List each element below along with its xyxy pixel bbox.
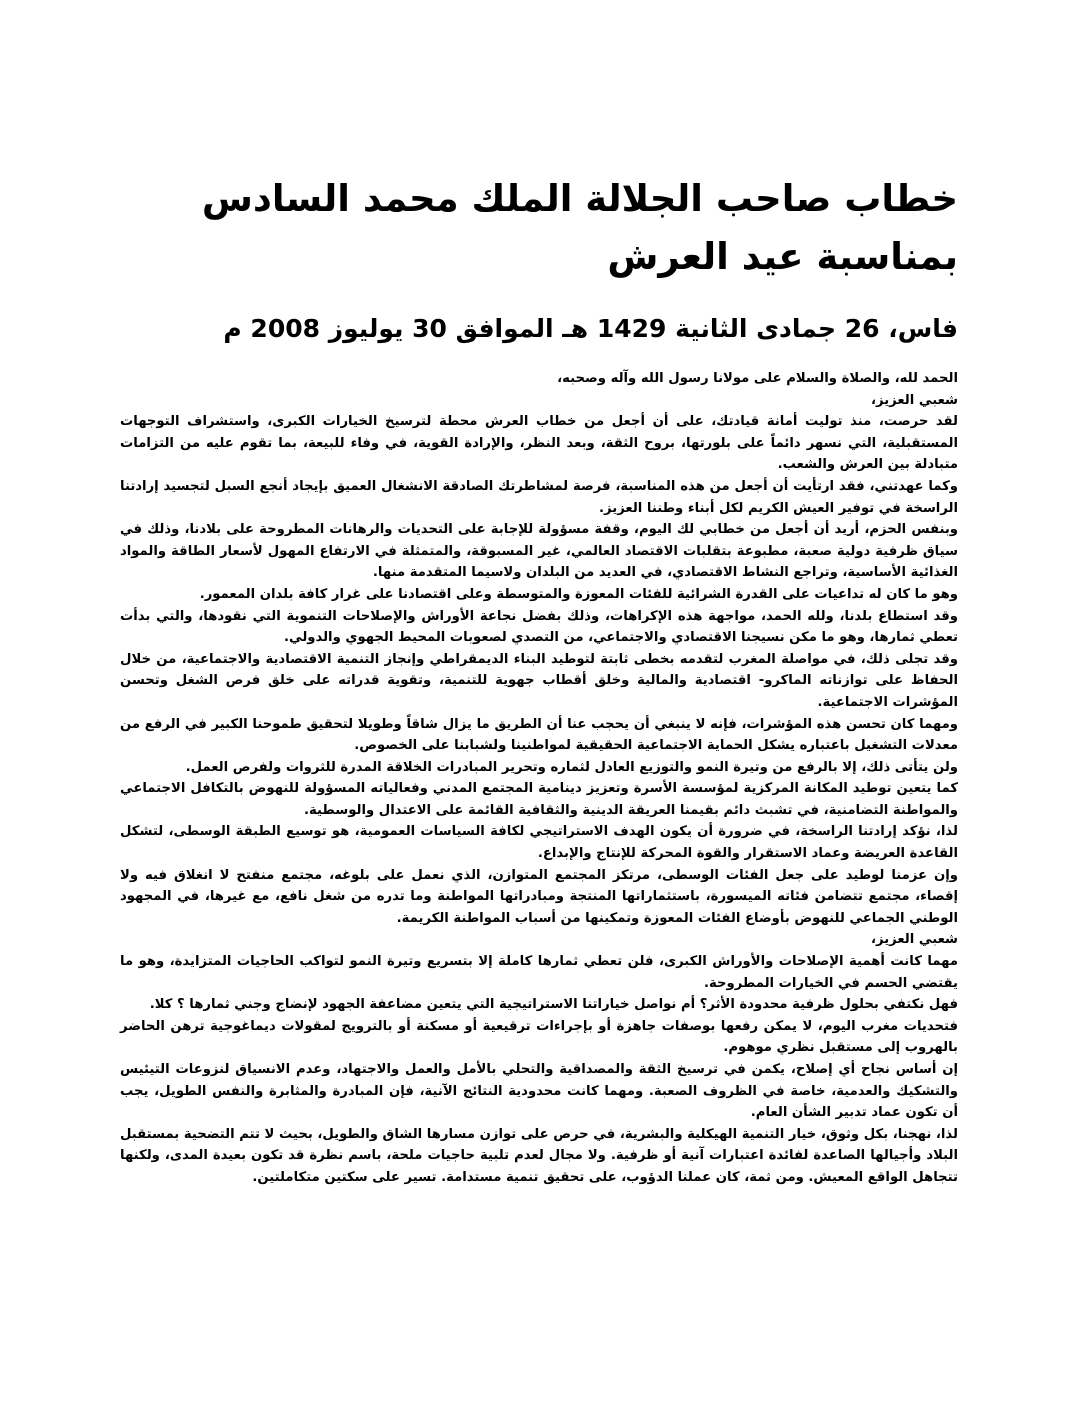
- paragraph: كما يتعين توطيد المكانة المركزية لمؤسسة الأسرة وتعزيز دينامية المجتمع المدني وفعالياته المسؤولة للنهوض بالتكافل الاجتماعي والمواطنة التضامنية، في تشبث دائم بقيمنا العريقة الدينية والثقافية القائمة على الاعتدال والوسطية.: [120, 781, 958, 818]
- paragraph: إن أساس نجاح أي إصلاح، يكمن في ترسيخ الثقة والمصداقية والتحلي بالأمل والعمل والاجتهاد، وعدم الانسياق لنزوعات التيئيس والتشكيك والعدمية، خاصة في الظروف الصعبة. ومهما كانت محدودية النتائج الآنية، فإن المبادرة والمثابرة والنفس الطويل، يجب أن تكون عماد تدبير الشأن العام.: [120, 1062, 958, 1121]
- paragraph: وهو ما كان له تداعيات على القدرة الشرائية للفئات المعوزة والمتوسطة وعلى اقتصادنا على غرار كافة بلدان المعمور.: [199, 586, 958, 602]
- paragraph: فهل نكتفي بحلول ظرفية محدودة الأثر؟ أم نواصل خياراتنا الاستراتيجية التي يتعين مضاعفة الجهود لإنضاج وجني ثمارها ؟ كلا.: [149, 997, 958, 1013]
- paragraph: وبنفس الحزم، أريد أن أجعل من خطابي لك اليوم، وقفة مسؤولة للإجابة على التحديات والرهانات المطروحة على بلادنا، وذلك في سياق ظرفية دولية صعبة، مطبوعة بتقلبات الاقتصاد العالمي، غير المسبوقة، والمتمثلة في الارتفاع المهول لأسعار الطاقة والمواد الغذائية الأساسية، وتراجع النشاط الاقتصادي، في العديد من البلدان ولاسيما المتقدمة منها.: [120, 522, 958, 581]
- paragraph: لذا، نؤكد إرادتنا الراسخة، في ضرورة أن يكون الهدف الاستراتيجي لكافة السياسات العمومية، هو توسيع الطبقة الوسطى، لتشكل القاعدة العريضة وعماد الاستقرار والقوة المحركة للإنتاج والإبداع.: [120, 824, 958, 862]
- paragraph: لقد حرصت، منذ توليت أمانة قيادتك، على أن أجعل من خطاب العرش محطة لترسيخ الخيارات الكبرى، واستشراف التوجهات المستقبلية، التي نسهر دائماً على بلورتها، بروح الثقة، وبعد النظر، والإرادة القوية، في وفاء للبيعة، بما تقوم عليه من التزامات متبادلة بين العرش والشعب.: [120, 414, 958, 473]
- paragraph: وكما عهدتني، فقد ارتأيت أن أجعل من هذه المناسبة، فرصة لمشاطرتك الصادقة الانشغال العميق بإيجاد أنجع السبل لتجسيد إرادتنا الراسخة في توفير العيش الكريم لكل أبناء وطننا العزيز.: [120, 478, 958, 516]
- paragraph: وقد تجلى ذلك، في مواصلة المغرب لتقدمه بخطى ثابتة لتوطيد البناء الديمقراطي وإنجاز التنمية الاقتصادية والاجتماعية، من خلال الحفاظ على توازناته الماكرو- اقتصادية والمالية وخلق أقطاب جهوية للتنمية، وتقوية قدراته على خلق فرص الشغل وتحسن المؤشرات الاجتماعية.: [120, 651, 958, 710]
- paragraph: ومهما كان تحسن هذه المؤشرات، فإنه لا ينبغي أن يحجب عنا أن الطريق ما يزال شاقاً وطويلا لتحقيق طموحنا الكبير في الرفع من معدلات التشغيل باعتباره يشكل الحماية الاجتماعية الحقيقية لمواطنينا ولشبابنا على الخصوص.: [120, 716, 958, 754]
- paragraph: شعبي العزيز،: [870, 932, 958, 948]
- paragraph: فتحديات مغرب اليوم، لا يمكن رفعها بوصفات جاهزة أو بإجراءات ترقيعية أو مسكنة أو بالترويج لمقولات ديماغوجية ترهن الحاضر بالهروب إلى مستقبل نظري موهوم.: [120, 1018, 958, 1056]
- paragraph: ولن يتأتى ذلك، إلا بالرفع من وتيرة النمو والتوزيع العادل لثماره وتحرير المبادرات الخلاقة المدرة للثروات ولفرص العمل.: [185, 759, 958, 775]
- paragraph: الحمد لله، والصلاة والسلام على مولانا رسول الله وآله وصحبه،: [557, 371, 958, 386]
- paragraph: وإن عزمنا لوطيد على جعل الفئات الوسطى، مرتكز المجتمع المتوازن، الذي نعمل على بلوغه، مجتمع منفتح لا انغلاق فيه ولا إقصاء، مجتمع تتضامن فئاته الميسورة، باستثماراتها المنتجة ومبادراتها المواطنة وما تدره من شغل نافع، مع غيرها، في المجهود الوطني الجماعي للنهوض بأوضاع الفئات المعوزة وتمكينها من أسباب المواطنة الكريمة.: [120, 867, 958, 926]
- document-subtitle: فاس، 26 جمادى الثانية 1429 هـ الموافق 30 يوليوز 2008 م: [223, 314, 958, 343]
- paragraph: لذا، نهجنا، بكل وثوق، خيار التنمية الهيكلية والبشرية، في حرص على توازن مسارها الشاق والطويل، بحيث لا تتم التضحية بمستقبل البلاد وأجيالها الصاعدة لفائدة اعتبارات آنية أو ظرفية. ولا مجال لعدم تلبية حاجيات ملحة، باسم نظرة قد تكون بعيدة المدى، ولكنها تتجاهل الواقع المعيش. ومن ثمة، كان عملنا الدؤوب، على تحقيق تنمية مستدامة. تسير على سكتين متكاملتين.: [120, 1126, 958, 1185]
- paragraph: مهما كانت أهمية الإصلاحات والأوراش الكبرى، فلن تعطي ثمارها كاملة إلا بتسريع وتيرة النمو لتواكب الحاجيات المتزايدة، وهو ما يقتضي الحسم في الخيارات المطروحة.: [120, 954, 958, 991]
- document-page: [120, 170, 958, 1189]
- document-body: [120, 368, 958, 1189]
- paragraph: وقد استطاع بلدنا، ولله الحمد، مواجهة هذه الإكراهات، وذلك بفضل نجاعة الأوراش والإصلاحات التنموية التي نقودها، والتي بدأت تعطي ثمارها، وهو ما مكن نسيجنا الاقتصادي والاجتماعي، من التصدي لصعوبات المحيط الجهوي والدولي.: [120, 608, 958, 646]
- document-title: خطاب صاحب الجلالة الملك محمد السادس بمناسبة عيد العرش: [201, 177, 958, 278]
- paragraph: شعبي العزيز،: [870, 392, 958, 408]
